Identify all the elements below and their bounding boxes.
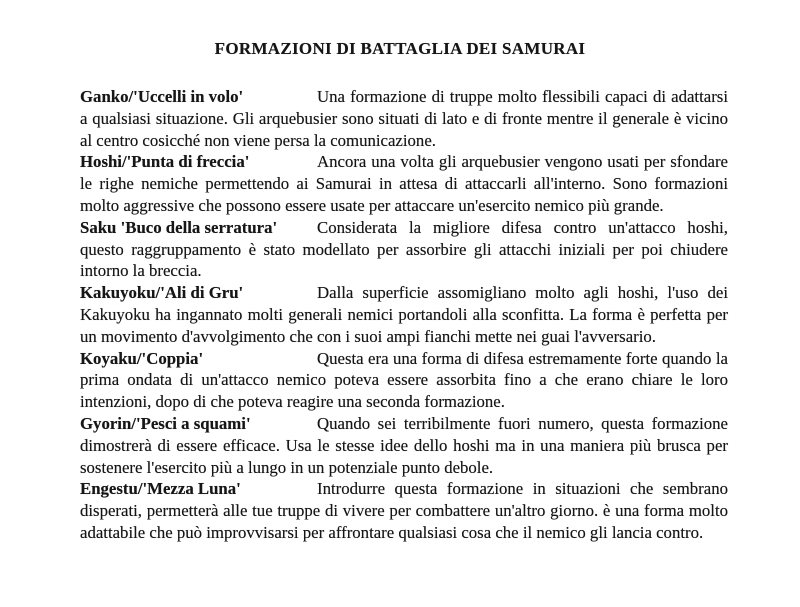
formation-term: Saku 'Buco della serratura' <box>80 217 278 237</box>
formation-term: Kakuyoku/'Ali di Gru' <box>80 283 244 303</box>
document-title: FORMAZIONI DI BATTAGLIA DEI SAMURAI <box>214 39 586 58</box>
formation-entry <box>80 86 728 151</box>
formation-description: Quando sei terribilmente fuori numero, questa formazione dimostrerà di essere efficace. Usa le stesse idee dello hoshi ma in una maniera più brusca per sostenere l'esercito più a lungo in un potenziale punto debole. <box>80 413 728 477</box>
formation-term: Gyorin/'Pesci a squami' <box>80 413 251 433</box>
formation-term: Hoshi/'Punta di freccia' <box>80 152 250 172</box>
formation-term: Koyaku/'Coppia' <box>80 348 204 368</box>
formation-entry <box>80 282 728 347</box>
formation-term: Engestu/'Mezza Luna' <box>80 479 241 499</box>
formation-description: Ancora una volta gli arquebusier vengono usati per sfondare le righe nemiche permettendo ai Samurai in attesa di attaccarli all'interno. Sono formazioni molto aggressive che possono essere usate per attaccare un'esercito nemico più grande. <box>80 152 728 215</box>
formation-description: Considerata la migliore difesa contro un'attacco hoshi, questo raggruppamento è stato modellato per assorbire gli attacchi iniziali per poi chiudere intorno la breccia. <box>80 217 728 281</box>
document-body <box>80 86 728 544</box>
formation-description: Dalla superficie assomigliano molto agli hoshi, l'uso dei Kakuyoku ha ingannato molti generali nemici portandoli alla sconfitta. La forma è perfetta per un movimento d'avvolgimento che con i suoi ampi fianchi mette nei guai l'avversario. <box>80 283 728 346</box>
formation-description: Introdurre questa formazione in situazioni che sembrano disperati, permetterà alle tue truppe di vivere per combattere un'altro giorno. è una forma molto adattabile che può improvvisarsi per affrontare qualsiasi cosa che il nemico gli lancia contro. <box>80 479 728 542</box>
formation-entry <box>80 348 728 413</box>
formation-entry <box>80 217 728 282</box>
formation-description: Una formazione di truppe molto flessibili capaci di adattarsi a qualsiasi situazione. Gli arquebusier sono situati di lato e di fronte mentre il generale è vicino al centro cosicché non viene persa la comunicazione. <box>80 87 728 150</box>
formation-entry <box>80 151 728 216</box>
formation-description: Questa era una forma di difesa estremamente forte quando la prima ondata di un'attacco nemico poteva essere assorbita fino a che erano chiare le loro intenzioni, dopo di che poteva reagire una seconda formazione. <box>80 348 728 412</box>
formation-entry <box>80 413 728 478</box>
formation-entry <box>80 478 728 543</box>
formation-term: Ganko/'Uccelli in volo' <box>80 87 244 106</box>
